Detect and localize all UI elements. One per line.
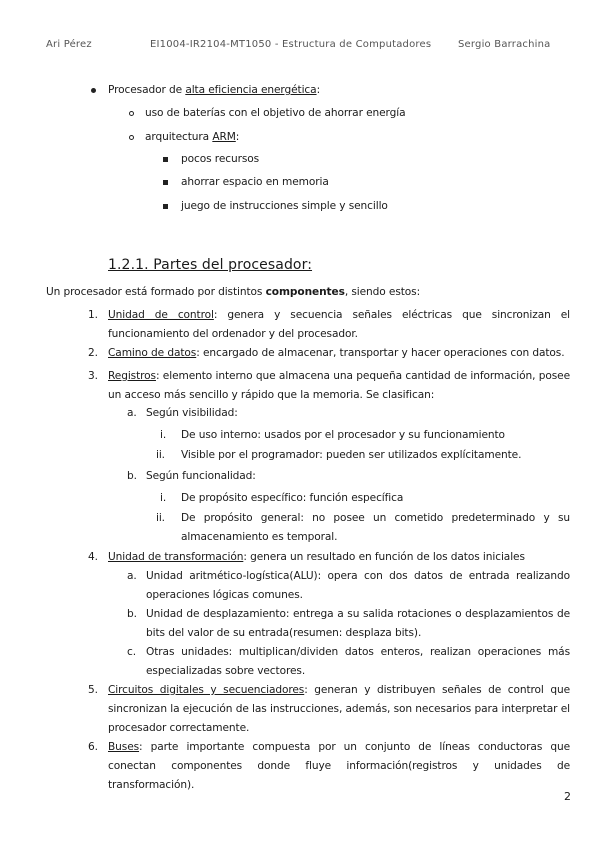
item-control-unit	[108, 306, 570, 344]
item-registers	[108, 367, 570, 405]
underlined-term: Registros	[108, 370, 156, 382]
text: arquitectura	[145, 131, 213, 143]
bullet-square-icon	[163, 180, 168, 185]
item-letter: a.	[127, 570, 137, 582]
item-programmer-visible: Visible por el programador: pueden ser utilizados explícitamente.	[181, 449, 522, 461]
page-number: 2	[564, 790, 571, 803]
header-author: Ari Pérez	[46, 39, 92, 50]
item-datapath	[108, 344, 564, 363]
item-other-units: Otras unidades: multiplican/dividen datos enteros, realizan operaciones más especializadas sobre vectores.	[146, 646, 570, 677]
item-number: 3.	[88, 370, 98, 382]
text: Un procesador está formado por distintos	[46, 286, 266, 298]
item-roman: ii.	[156, 449, 165, 461]
item-functionality: Según funcionalidad:	[146, 470, 256, 482]
underlined-term: Camino de datos	[108, 347, 197, 359]
item-alu: Unidad aritmético-logística(ALU): opera con dos datos de entrada realizando operaciones lógicas comunes.	[146, 570, 570, 601]
item-number: 1.	[88, 309, 98, 321]
item-visibility: Según visibilidad:	[146, 407, 238, 419]
list-item-subsub: pocos recursos	[181, 153, 260, 165]
item-digital-circuits	[108, 681, 570, 738]
list-item-subsub: juego de instrucciones simple y sencillo	[181, 200, 388, 212]
bullet-circle-icon	[129, 135, 134, 140]
header-course: EI1004-IR2104-MT1050 - Estructura de Computadores	[150, 39, 432, 50]
text: : generan y distribuyen señales de control que sincronizan la ejecución de las instrucciones, además, son necesarios para interpretar el procesador correctamente.	[108, 684, 570, 734]
list-item-subsub: ahorrar espacio en memoria	[181, 176, 329, 188]
bullet-circle-icon	[129, 111, 134, 116]
text: : parte importante compuesta por un conjunto de líneas conductoras que conectan componentes donde fluye información(registros y unidades de transformación).	[108, 741, 570, 791]
underlined-term: Buses	[108, 741, 140, 753]
text: : genera un resultado en función de los datos iniciales	[243, 551, 525, 563]
text: : encargado de almacenar, transportar y hacer operaciones con datos.	[196, 347, 565, 359]
header-professor: Sergio Barrachina	[458, 39, 551, 50]
underlined-term: alta eficiencia energética	[185, 84, 317, 96]
bold-term: componentes	[265, 286, 345, 298]
text: :	[316, 84, 321, 96]
text: : genera y secuencia señales eléctricas que sincronizan el funcionamiento del ordenador y del procesador.	[108, 309, 570, 340]
item-specific-purpose: De propósito específico: función específica	[181, 492, 404, 504]
item-internal-use: De uso interno: usados por el procesador y su funcionamiento	[181, 429, 505, 441]
section-intro	[46, 283, 420, 302]
item-number: 5.	[88, 684, 98, 696]
text: Procesador de	[108, 84, 186, 96]
item-shift-unit: Unidad de desplazamiento: entrega a su salida rotaciones o desplazamientos de bits del valor de su entrada(resumen: desplaza bits).	[146, 608, 570, 639]
item-roman: i.	[160, 492, 167, 504]
list-item-processor	[108, 81, 320, 100]
item-number: 2.	[88, 347, 98, 359]
section-heading: 1.2.1. Partes del procesador:	[108, 257, 313, 273]
item-transformation-unit	[108, 548, 525, 567]
list-item-batteries: uso de baterías con el objetivo de ahorrar energía	[145, 107, 406, 119]
item-roman: i.	[160, 429, 167, 441]
underlined-term: Unidad de control	[108, 309, 214, 321]
bullet-square-icon	[163, 204, 168, 209]
item-letter: a.	[127, 407, 137, 419]
item-general-purpose: De propósito general: no posee un cometido predeterminado y su almacenamiento es temporal.	[181, 512, 570, 543]
underlined-term: Unidad de transformación	[108, 551, 244, 563]
item-roman: ii.	[156, 512, 165, 524]
item-number: 6.	[88, 741, 98, 753]
item-letter: b.	[127, 608, 137, 620]
item-number: 4.	[88, 551, 98, 563]
bullet-dot-icon	[91, 88, 96, 93]
item-letter: c.	[127, 646, 136, 658]
underlined-term: Circuitos digitales y secuenciadores	[108, 684, 305, 696]
underlined-term: ARM	[212, 131, 236, 143]
list-item-arm	[145, 128, 239, 147]
text: :	[235, 131, 240, 143]
text: : elemento interno que almacena una pequeña cantidad de información, posee un acceso más sencillo y rápido que la memoria. Se clasifican:	[108, 370, 570, 401]
text: , siendo estos:	[344, 286, 421, 298]
bullet-square-icon	[163, 157, 168, 162]
item-buses	[108, 738, 570, 795]
item-letter: b.	[127, 470, 137, 482]
